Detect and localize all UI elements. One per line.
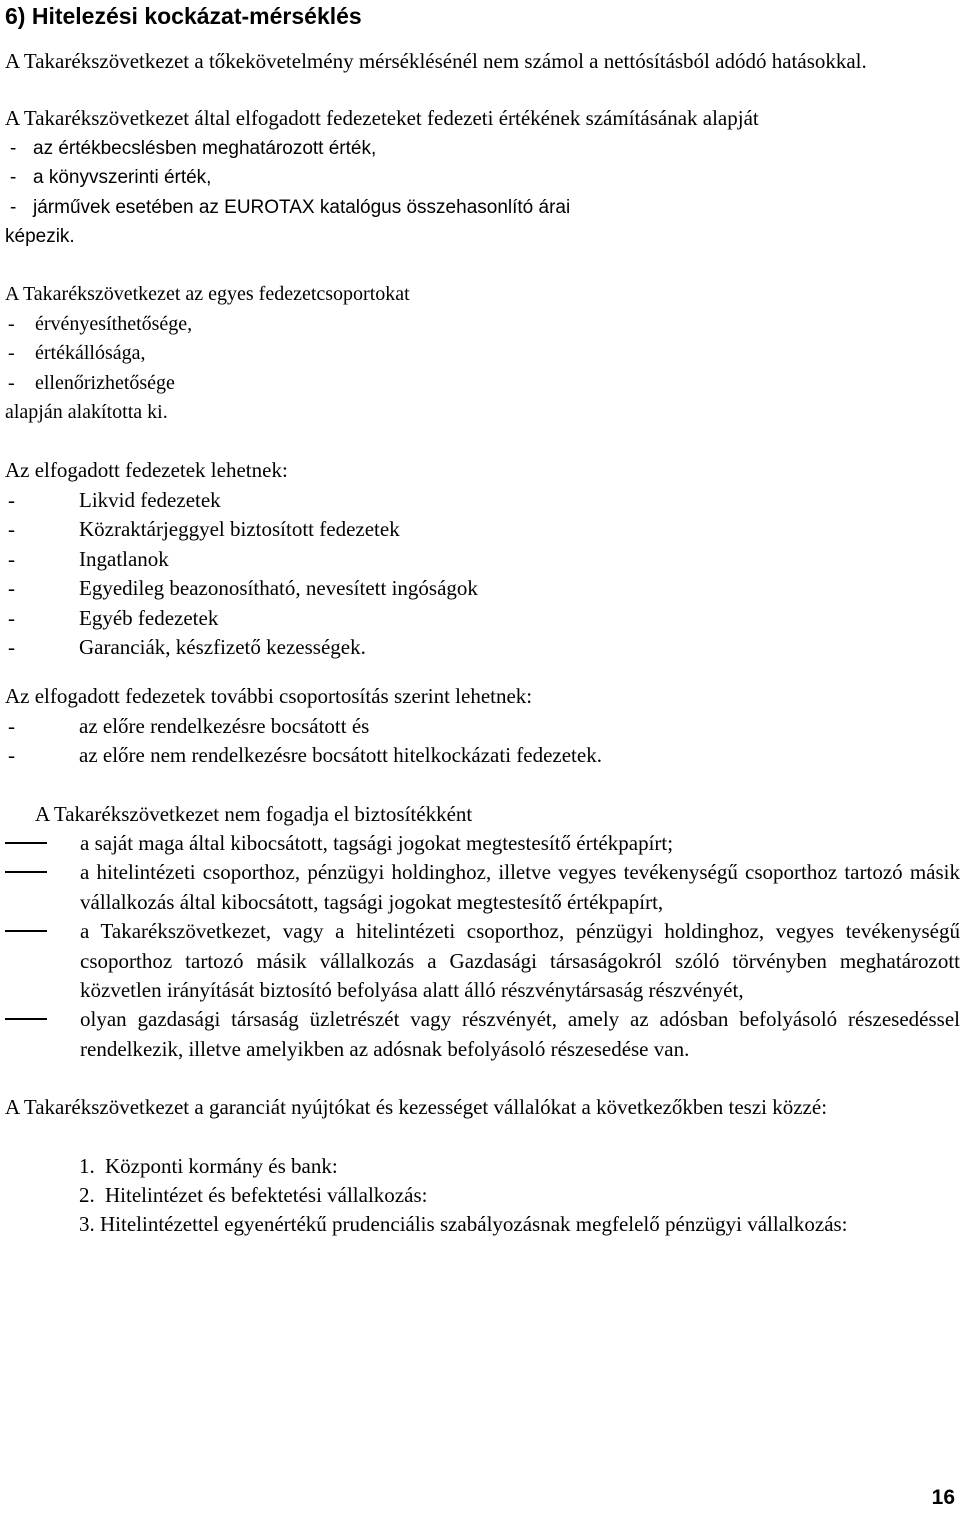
collateral-groups-intro: A Takarékszövetkezet az egyes fedezetcsoportokat <box>5 283 410 306</box>
page-number: 16 <box>931 1486 955 1509</box>
collateral-value-intro: A Takarékszövetkezet által elfogadott fedezeteket fedezeti értékének számításának alapját <box>5 106 759 131</box>
collateral-groups-list <box>5 310 960 398</box>
paragraph-accepted-collateral <box>5 456 960 662</box>
list-item: 2. Hitelintézet és befektetési vállalkozás: <box>5 1181 960 1210</box>
list-item: - Garanciák, készfizető kezességek. <box>5 633 960 662</box>
list-item: - Likvid fedezetek <box>5 486 960 515</box>
list-item: a hitelintézeti csoporthoz, pénzügyi holdinghoz, illetve vegyes tevékenységű csoporthoz tartozó másik vállalkozás által kibocsátott, tagsági jogokat megtestesítő értékpapírt, <box>5 858 960 917</box>
list-number: 2. <box>79 1183 95 1207</box>
further-grouping-list <box>5 712 960 771</box>
guarantor-numbered-list <box>5 1152 960 1240</box>
list-item: olyan gazdasági társaság üzletrészét vagy részvényét, amely az adósban befolyásoló részesedéssel rendelkezik, illetve amelyikben az adósnak befolyásoló részesedése van. <box>5 1005 960 1064</box>
collateral-value-outro: képezik. <box>5 226 75 248</box>
not-accepted-list <box>5 829 960 1064</box>
list-item: - értékállósága, <box>5 339 960 368</box>
list-item: - Egyéb fedezetek <box>5 604 960 633</box>
list-item: - Közraktárjeggyel biztosított fedezetek <box>5 515 960 544</box>
dash-marker: - <box>8 312 15 335</box>
paragraph-netting: A Takarékszövetkezet a tőkekövetelmény mérséklésénél nem számol a nettósításból adódó hatásokkal. <box>5 49 867 73</box>
further-grouping-intro: Az elfogadott fedezetek további csoportosítás szerint lehetnek: <box>5 684 533 709</box>
accepted-collateral-intro: Az elfogadott fedezetek lehetnek: <box>5 458 288 483</box>
em-dash-marker <box>5 871 47 873</box>
list-item: - Ingatlanok <box>5 545 960 574</box>
dash-marker: - <box>8 634 15 659</box>
dash-marker: - <box>8 517 15 542</box>
section-heading: 6) Hitelezési kockázat-mérséklés <box>5 3 362 29</box>
list-item: a saját maga által kibocsátott, tagsági jogokat megtestesítő értékpapírt; <box>5 829 960 858</box>
em-dash-marker <box>5 842 47 844</box>
collateral-groups-outro: alapján alakította ki. <box>5 401 168 424</box>
list-item: - az előre rendelkezésre bocsátott és <box>5 712 960 741</box>
list-number: 3. <box>79 1212 95 1237</box>
paragraph-guarantors: A Takarékszövetkezet a garanciát nyújtókat és kezességet vállalókat a következőkben teszi közzé: <box>5 1095 828 1120</box>
paragraph-further-grouping <box>5 682 960 770</box>
accepted-collateral-list <box>5 486 960 662</box>
dash-marker: - <box>8 487 15 512</box>
paragraph-collateral-value <box>5 104 960 251</box>
paragraph-not-accepted <box>5 800 960 1065</box>
list-item: - az előre nem rendelkezésre bocsátott hitelkockázati fedezetek. <box>5 741 960 770</box>
not-accepted-intro: A Takarékszövetkezet nem fogadja el biztosítékként <box>35 801 473 826</box>
list-item: a Takarékszövetkezet, vagy a hitelintézeti csoporthoz, pénzügyi holdinghoz, vegyes tevékenységű csoporthoz tartozó másik vállalkozás a Gazdasági társaságokról szóló törvényben meghatározott közvetlen irányítását biztosító befolyása alatt álló részvénytársaság részvényét, <box>5 917 960 1005</box>
list-item: - ellenőrizhetősége <box>5 369 960 398</box>
list-item: - Egyedileg beazonosítható, nevesített ingóságok <box>5 574 960 603</box>
list-number: 1. <box>79 1153 95 1178</box>
list-item: - érvényesíthetősége, <box>5 310 960 339</box>
list-item: - az értékbecslésben meghatározott érték, <box>5 134 960 163</box>
em-dash-marker <box>5 930 47 932</box>
dash-marker: - <box>8 371 15 394</box>
dash-marker: - <box>10 137 17 159</box>
dash-marker: - <box>10 196 17 218</box>
dash-marker: - <box>8 713 15 738</box>
dash-marker: - <box>8 342 15 365</box>
document-page <box>5 0 960 1240</box>
list-item: 3. Hitelintézettel egyenértékű prudenciális szabályozásnak megfelelő pénzügyi vállalkozás: <box>79 1212 848 1237</box>
list-item: - járművek esetében az EUROTAX katalógus összehasonlító árai <box>5 193 960 222</box>
em-dash-marker <box>5 1018 47 1020</box>
dash-marker: - <box>8 743 15 768</box>
dash-marker: - <box>8 546 15 571</box>
list-item: - a könyvszerinti érték, <box>5 163 960 192</box>
collateral-value-list <box>5 134 960 222</box>
paragraph-collateral-groups <box>5 280 960 427</box>
dash-marker: - <box>10 167 17 189</box>
dash-marker: - <box>8 605 15 630</box>
list-item: 1. Központi kormány és bank: <box>5 1152 960 1181</box>
dash-marker: - <box>8 576 15 601</box>
